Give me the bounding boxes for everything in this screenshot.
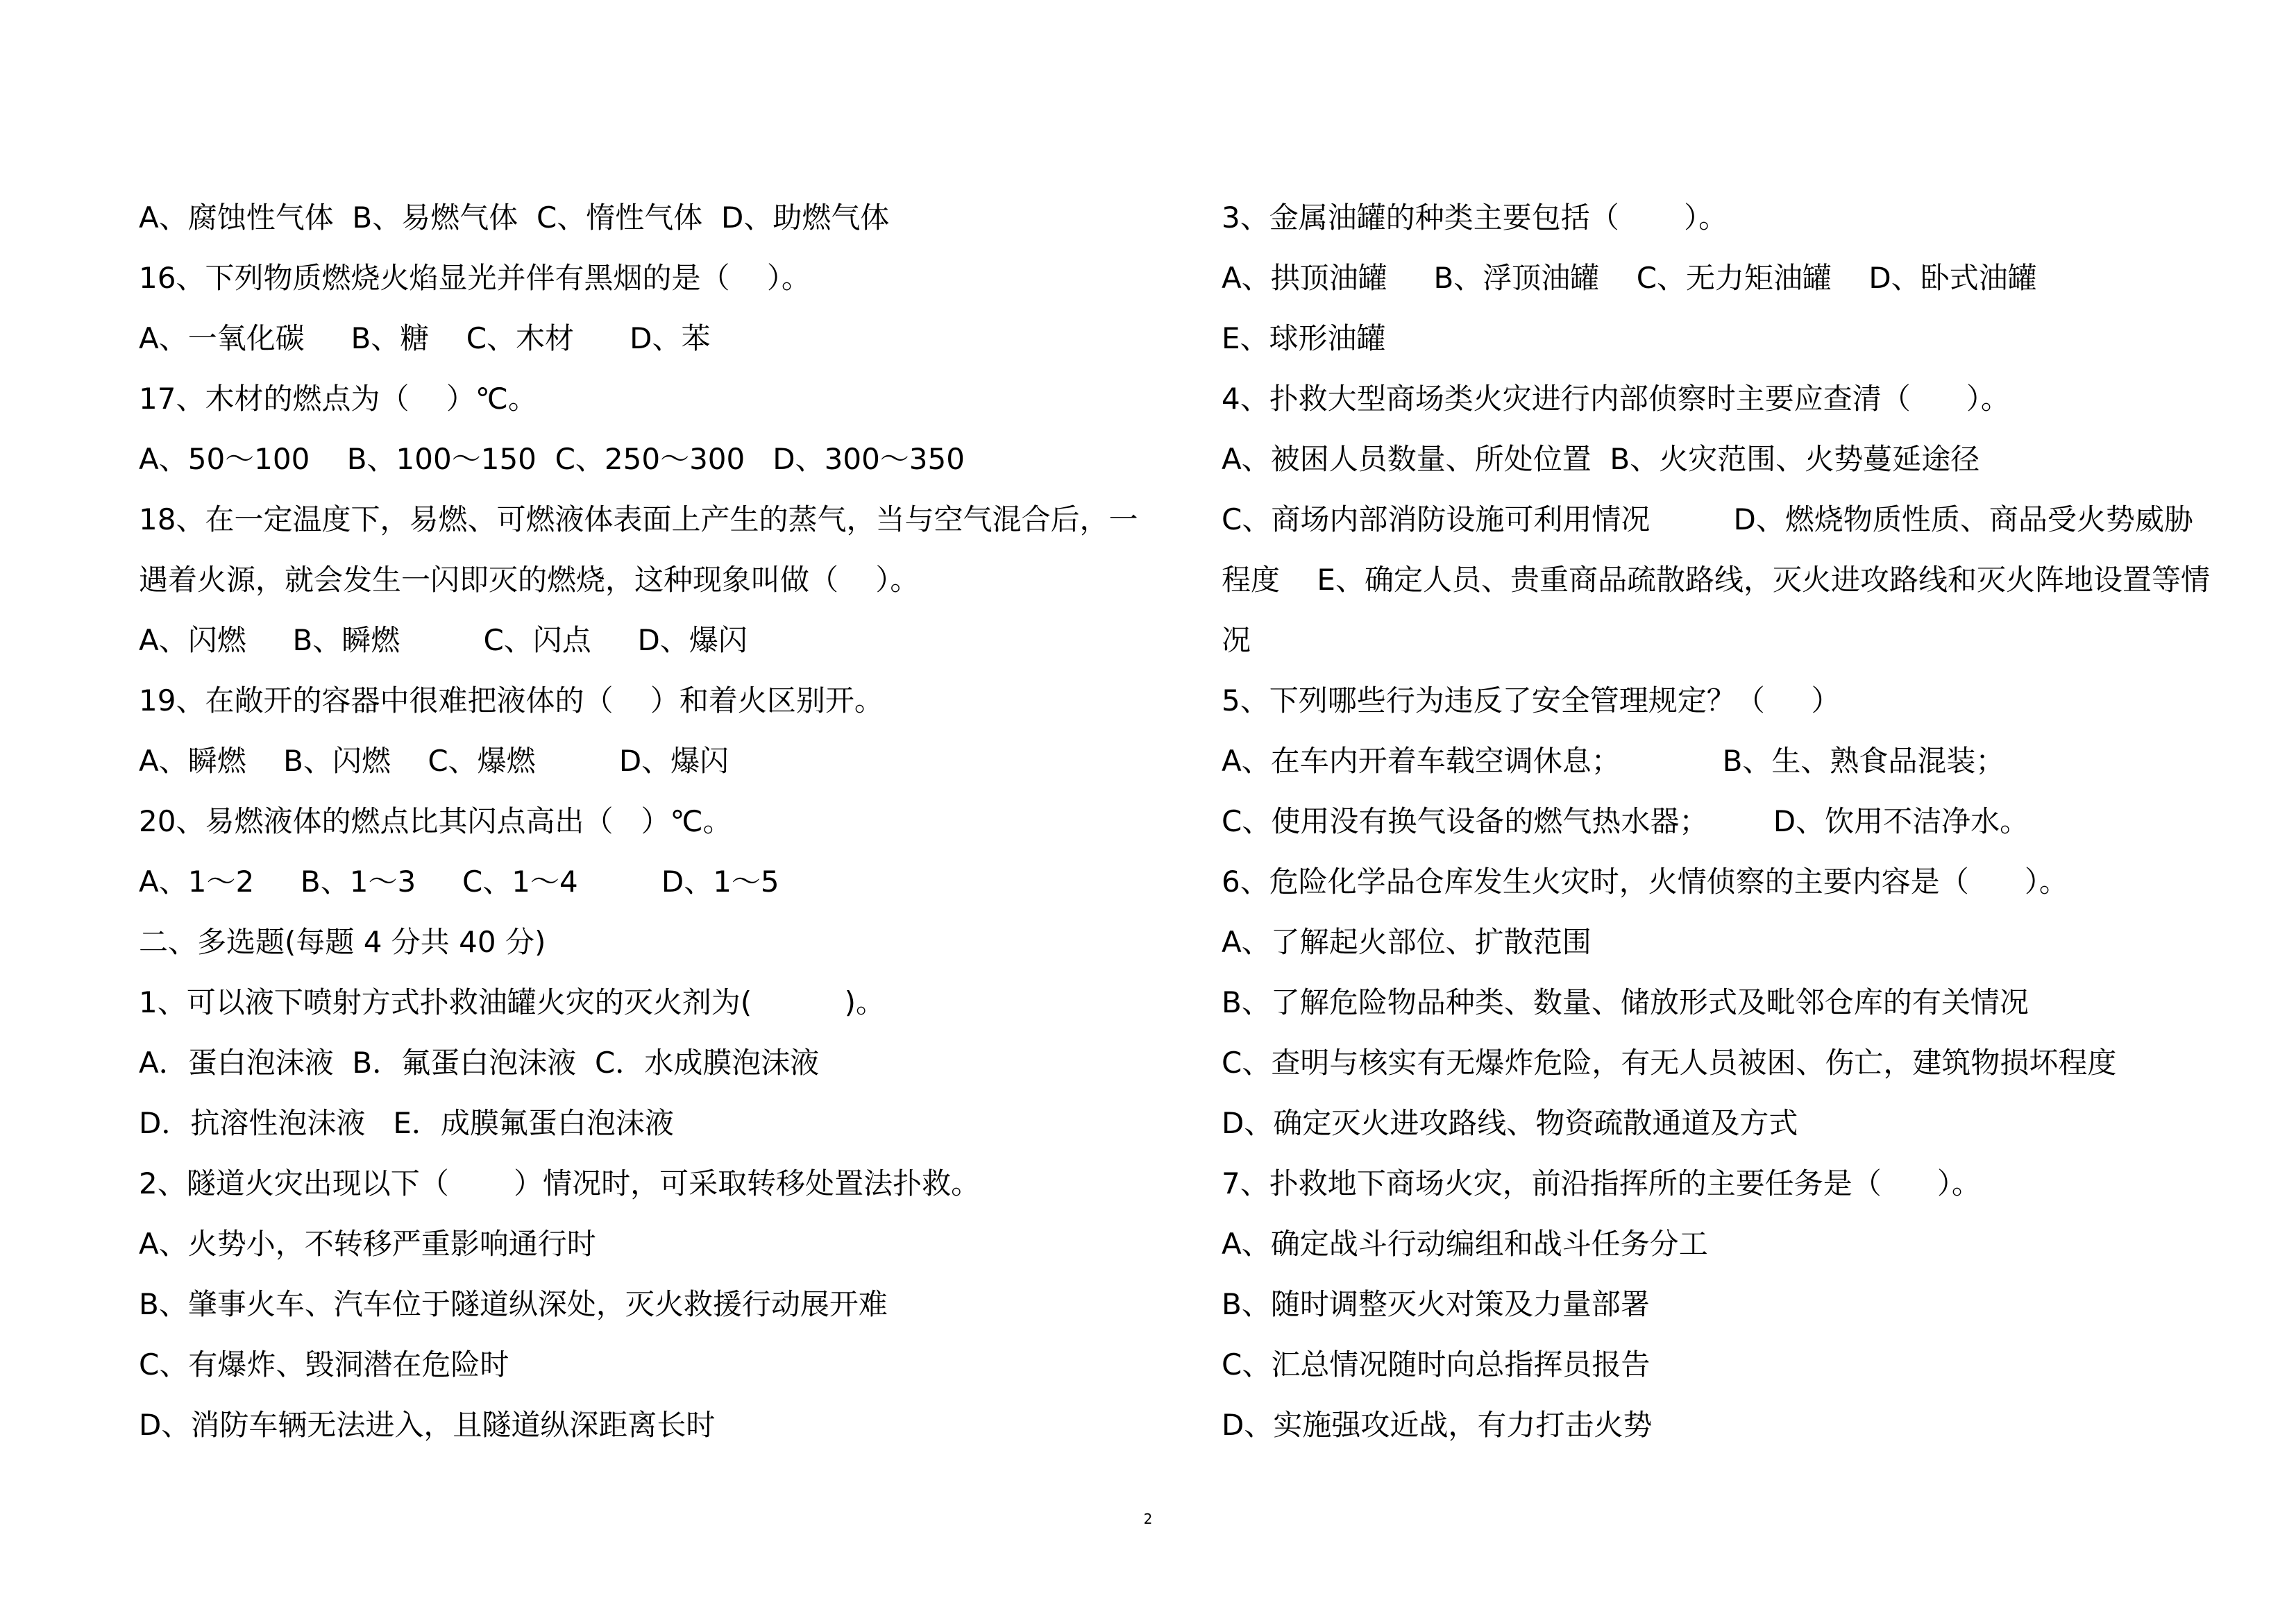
question-multi-1: 1、可以液下喷射方式扑救油罐火灾的灭火剂为( )。 <box>139 985 886 1019</box>
question-multi-3: 3、金属油罐的种类主要包括（ ）。 <box>1222 201 1728 235</box>
page-number: 2 <box>1143 1511 1153 1527</box>
question-18: 18、在一定温度下，易燃、可燃液体表面上产生的蒸气，当与空气混合后，一 <box>139 502 1138 536</box>
text-line: D、消防车辆无法进入，且隧道纵深距离长时 <box>139 1408 716 1442</box>
text-line: A、拱顶油罐 B、浮顶油罐 C、无力矩油罐 D、卧式油罐 <box>1222 261 2037 295</box>
text-line: A、了解起火部位、扩散范围 <box>1222 925 1592 959</box>
text-line: 遇着火源，就会发生一闪即灭的燃烧，这种现象叫做（ ）。 <box>139 563 920 597</box>
section-heading: 二、多选题(每题 4 分共 40 分) <box>139 925 546 959</box>
text-line: C、查明与核实有无爆炸危险，有无人员被困、伤亡，建筑物损坏程度 <box>1222 1046 2117 1080</box>
question-multi-2: 2、隧道火灾出现以下（ ）情况时，可采取转移处置法扑救。 <box>139 1166 981 1200</box>
text-line: A、1～2 B、1～3 C、1～4 D、1～5 <box>139 865 779 899</box>
text-line: A、被困人员数量、所处位置 B、火灾范围、火势蔓延途径 <box>1222 442 1980 476</box>
question-19: 19、在敞开的容器中很难把液体的（ ）和着火区别开。 <box>139 683 884 717</box>
text-line: B、随时调整灭火对策及力量部署 <box>1222 1287 1650 1321</box>
text-line: D、确定灭火进攻路线、物资疏散通道及方式 <box>1222 1106 1798 1140</box>
question-multi-6: 6、危险化学品仓库发生火灾时，火情侦察的主要内容是（ ）。 <box>1222 865 2068 899</box>
text-line: D、实施强攻近战，有力打击火势 <box>1222 1408 1653 1442</box>
text-line: A、瞬燃 B、闪燃 C、爆燃 D、爆闪 <box>139 744 729 778</box>
text-line: E、球形油罐 <box>1222 321 1386 355</box>
text-line: B、肇事火车、汽车位于隧道纵深处，灭火救援行动展开难 <box>139 1287 888 1321</box>
text-line: A、在车内开着车载空调休息； B、生、熟食品混装； <box>1222 744 2005 778</box>
text-line: C、使用没有换气设备的燃气热水器； D、饮用不洁净水。 <box>1222 804 2029 838</box>
text-line: 程度 E、确定人员、贵重商品疏散路线，灭火进攻路线和灭火阵地设置等情 <box>1222 563 2210 597</box>
text-line: B、了解危险物品种类、数量、储放形式及毗邻仓库的有关情况 <box>1222 985 2029 1019</box>
text-line: C、商场内部消防设施可利用情况 D、燃烧物质性质、商品受火势威胁 <box>1222 502 2193 536</box>
text-line: D．抗溶性泡沫液 E．成膜氟蛋白泡沫液 <box>139 1106 674 1140</box>
left-column <box>139 187 1138 1455</box>
text-line: A．蛋白泡沫液 B．氟蛋白泡沫液 C．水成膜泡沫液 <box>139 1046 820 1080</box>
text-line: 况 <box>1222 623 1251 657</box>
text-line: A、火势小，不转移严重影响通行时 <box>139 1227 596 1261</box>
question-16: 16、下列物质燃烧火焰显光并伴有黑烟的是（ ）。 <box>139 261 811 295</box>
text-line: A、50～100 B、100～150 C、250～300 D、300～350 <box>139 442 965 476</box>
question-17: 17、木材的燃点为（ ）℃。 <box>139 382 538 416</box>
text-line: A、确定战斗行动编组和战斗任务分工 <box>1222 1227 1708 1261</box>
text-line: C、有爆炸、毁洞潜在危险时 <box>139 1348 509 1382</box>
question-20: 20、易燃液体的燃点比其闪点高出（ ）℃。 <box>139 804 732 838</box>
right-column <box>1222 187 2210 1455</box>
text-line: A、闪燃 B、瞬燃 C、闪点 D、爆闪 <box>139 623 748 657</box>
question-multi-4: 4、扑救大型商场类火灾进行内部侦察时主要应查清（ ）。 <box>1222 382 2010 416</box>
text-line: A、一氧化碳 B、糖 C、木材 D、苯 <box>139 321 711 355</box>
text-line: C、汇总情况随时向总指挥员报告 <box>1222 1348 1651 1382</box>
question-multi-5: 5、下列哪些行为违反了安全管理规定？（ ） <box>1222 683 1841 717</box>
question-multi-7: 7、扑救地下商场火灾，前沿指挥所的主要任务是（ ）。 <box>1222 1166 1981 1200</box>
text-line: A、腐蚀性气体 B、易燃气体 C、惰性气体 D、助燃气体 <box>139 201 890 235</box>
